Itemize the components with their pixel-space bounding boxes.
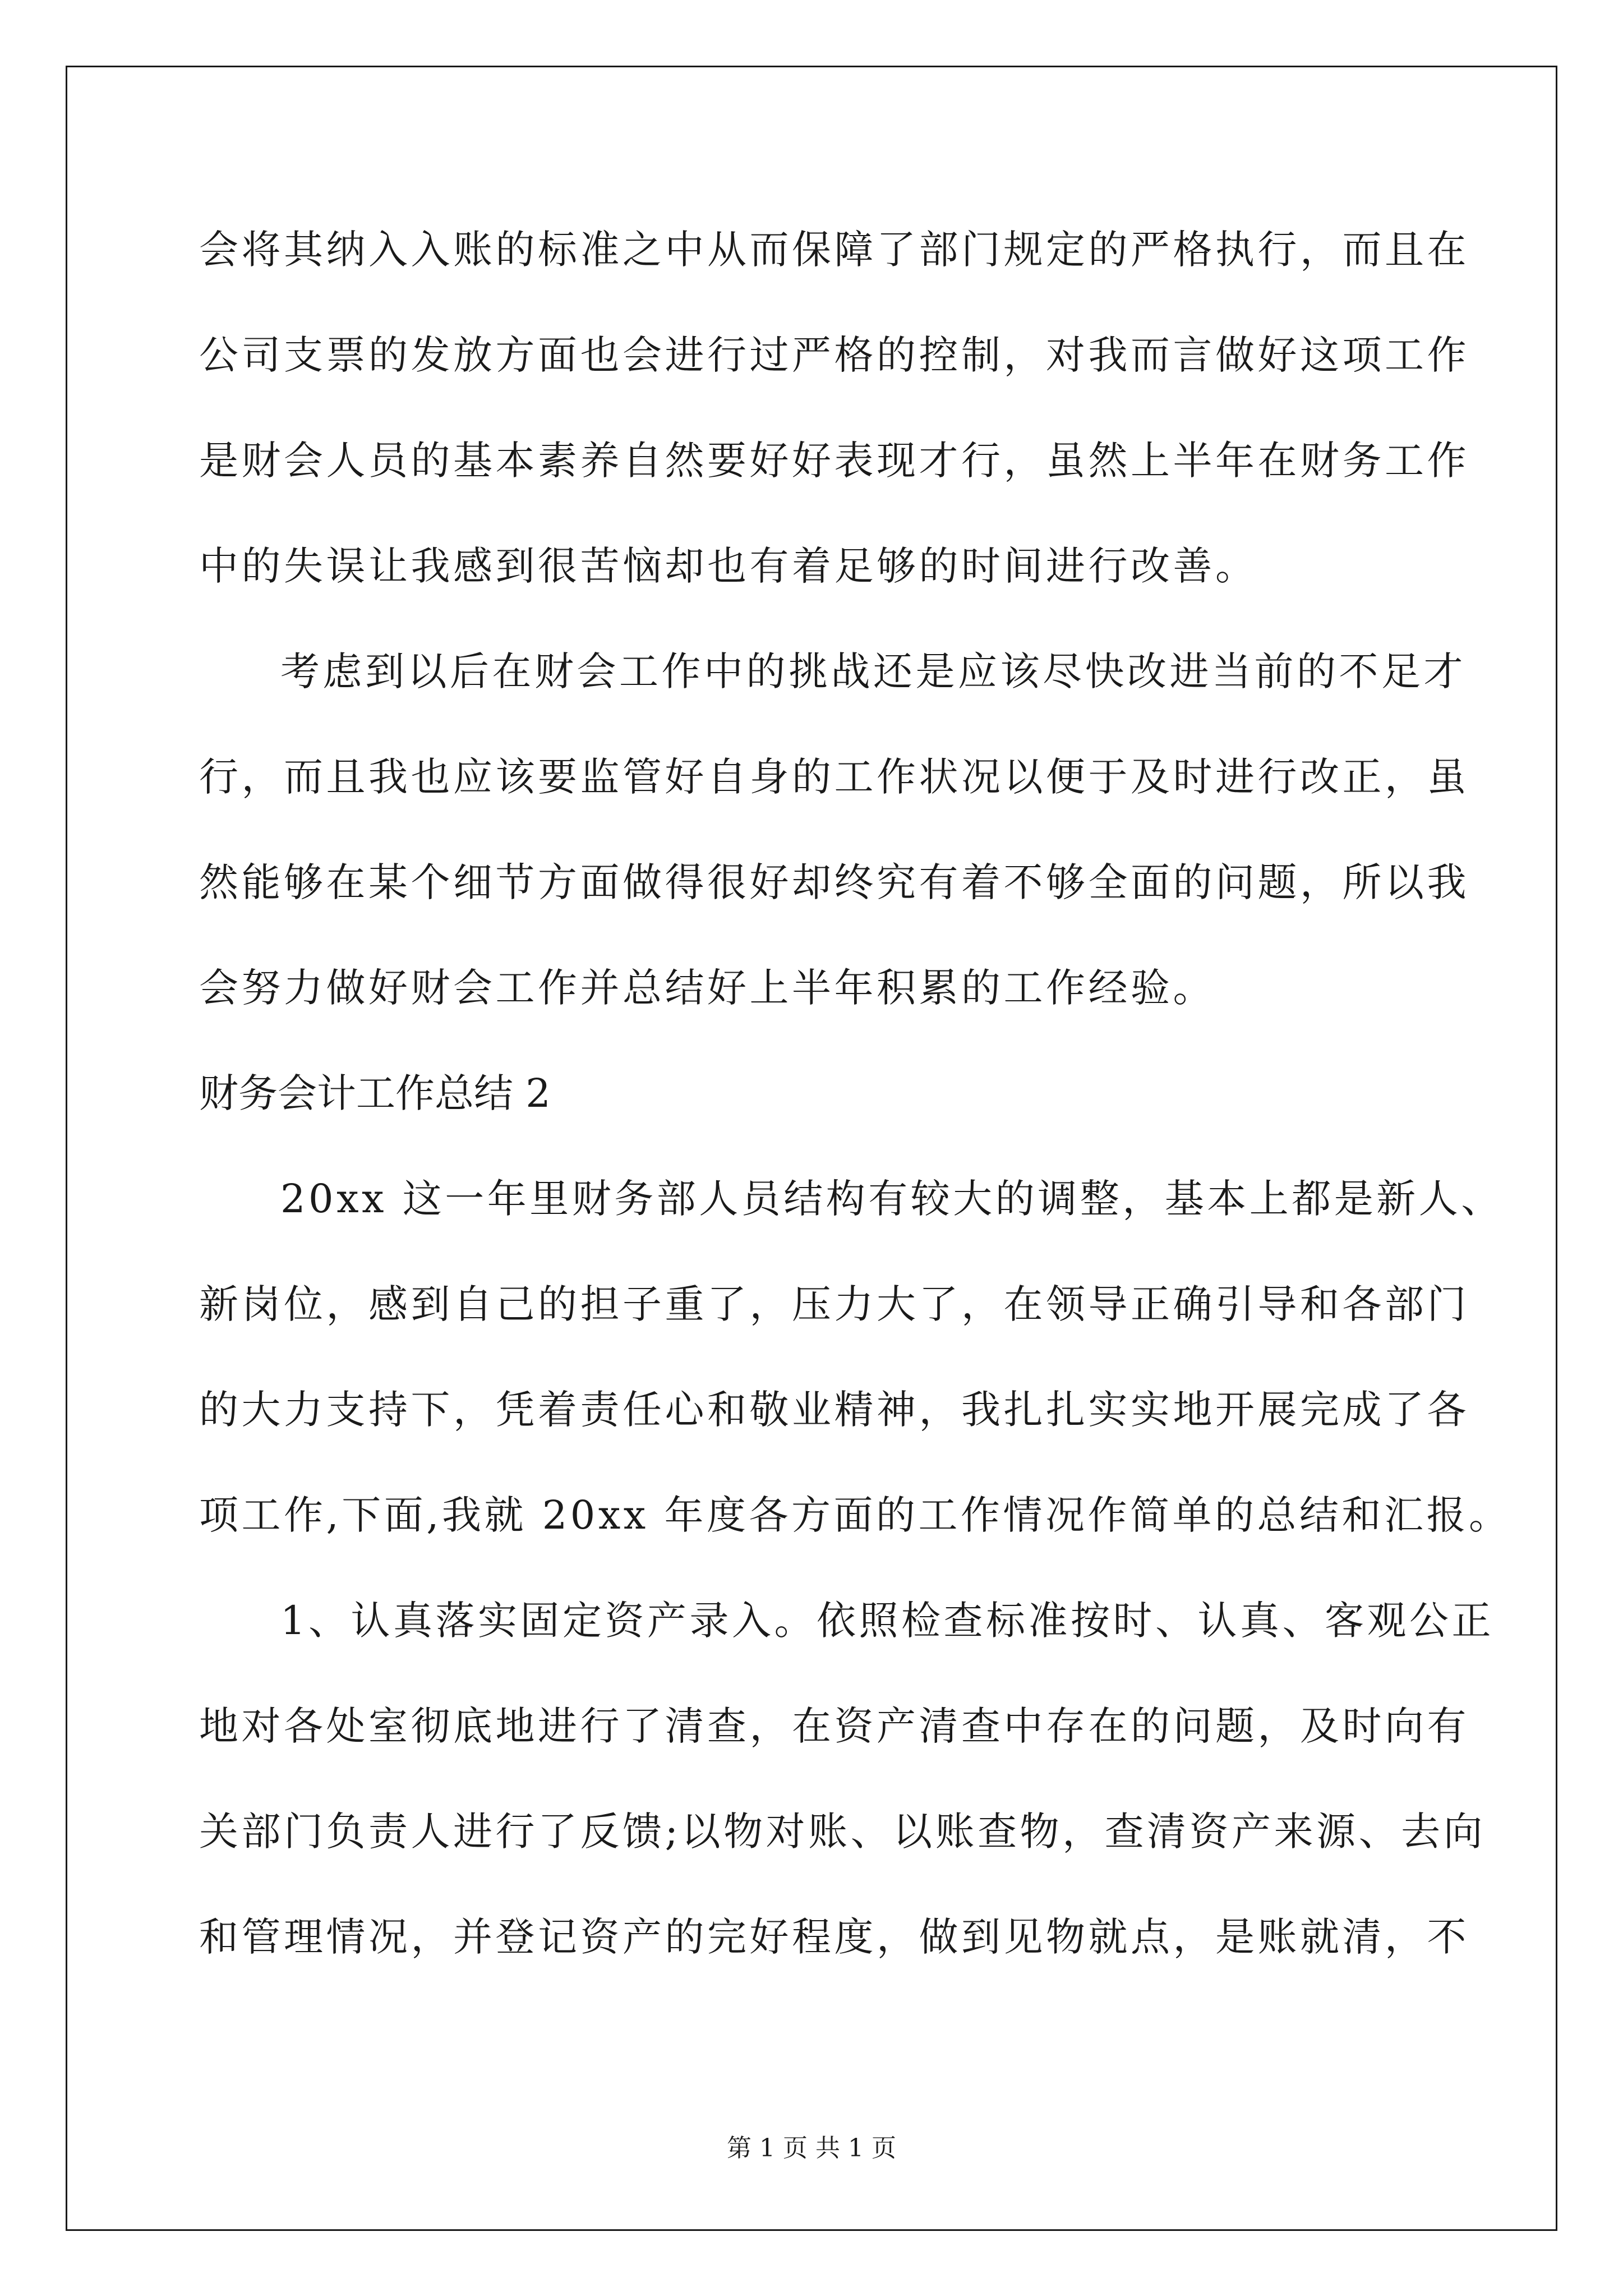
paragraph-first-line: 考虑到以后在财会工作中的挑战还是应该尽快改进当前的不足才 [280,648,1466,694]
body-line: 的大力支持下，凭着责任心和敬业精神，我扎扎实实地开展完成了各 [199,1387,1469,1433]
page-number-footer: 第 1 页 共 1 页 [727,2134,896,2162]
body-line: 行，而且我也应该要监管好自身的工作状况以便于及时进行改正，虽 [199,754,1469,800]
section-heading: 财务会计工作总结 2 [199,1070,551,1116]
page-border [66,66,1557,2231]
body-line: 新岗位，感到自己的担子重了，压力大了，在领导正确引导和各部门 [199,1281,1469,1327]
body-line: 会将其纳入入账的标准之中从而保障了部门规定的严格执行，而且在 [199,227,1469,273]
body-line: 和管理情况，并登记资产的完好程度，做到见物就点，是账就清，不 [199,1914,1469,1960]
body-line: 是财会人员的基本素养自然要好好表现才行，虽然上半年在财务工作 [199,438,1469,484]
paragraph-first-line: 20xx 这一年里财务部人员结构有较大的调整，基本上都是新人、 [280,1176,1504,1222]
body-line: 关部门负责人进行了反馈;以物对账、以账查物，查清资产来源、去向 [199,1809,1486,1855]
paragraph-first-line: 1、认真落实固定资产录入。依照检查标准按时、认真、客观公正 [280,1598,1495,1644]
body-line: 然能够在某个细节方面做得很好却终究有着不够全面的问题，所以我 [199,859,1469,905]
body-line: 项工作,下面,我就 20xx 年度各方面的工作情况作简单的总结和汇报。 [199,1492,1511,1538]
body-line: 中的失误让我感到很苦恼却也有着足够的时间进行改善。 [199,543,1258,589]
body-line: 地对各处室彻底地进行了清查，在资产清查中存在的问题，及时向有 [199,1703,1469,1749]
body-line: 会努力做好财会工作并总结好上半年积累的工作经验。 [199,965,1215,1011]
body-line: 公司支票的发放方面也会进行过严格的控制，对我而言做好这项工作 [199,332,1469,378]
